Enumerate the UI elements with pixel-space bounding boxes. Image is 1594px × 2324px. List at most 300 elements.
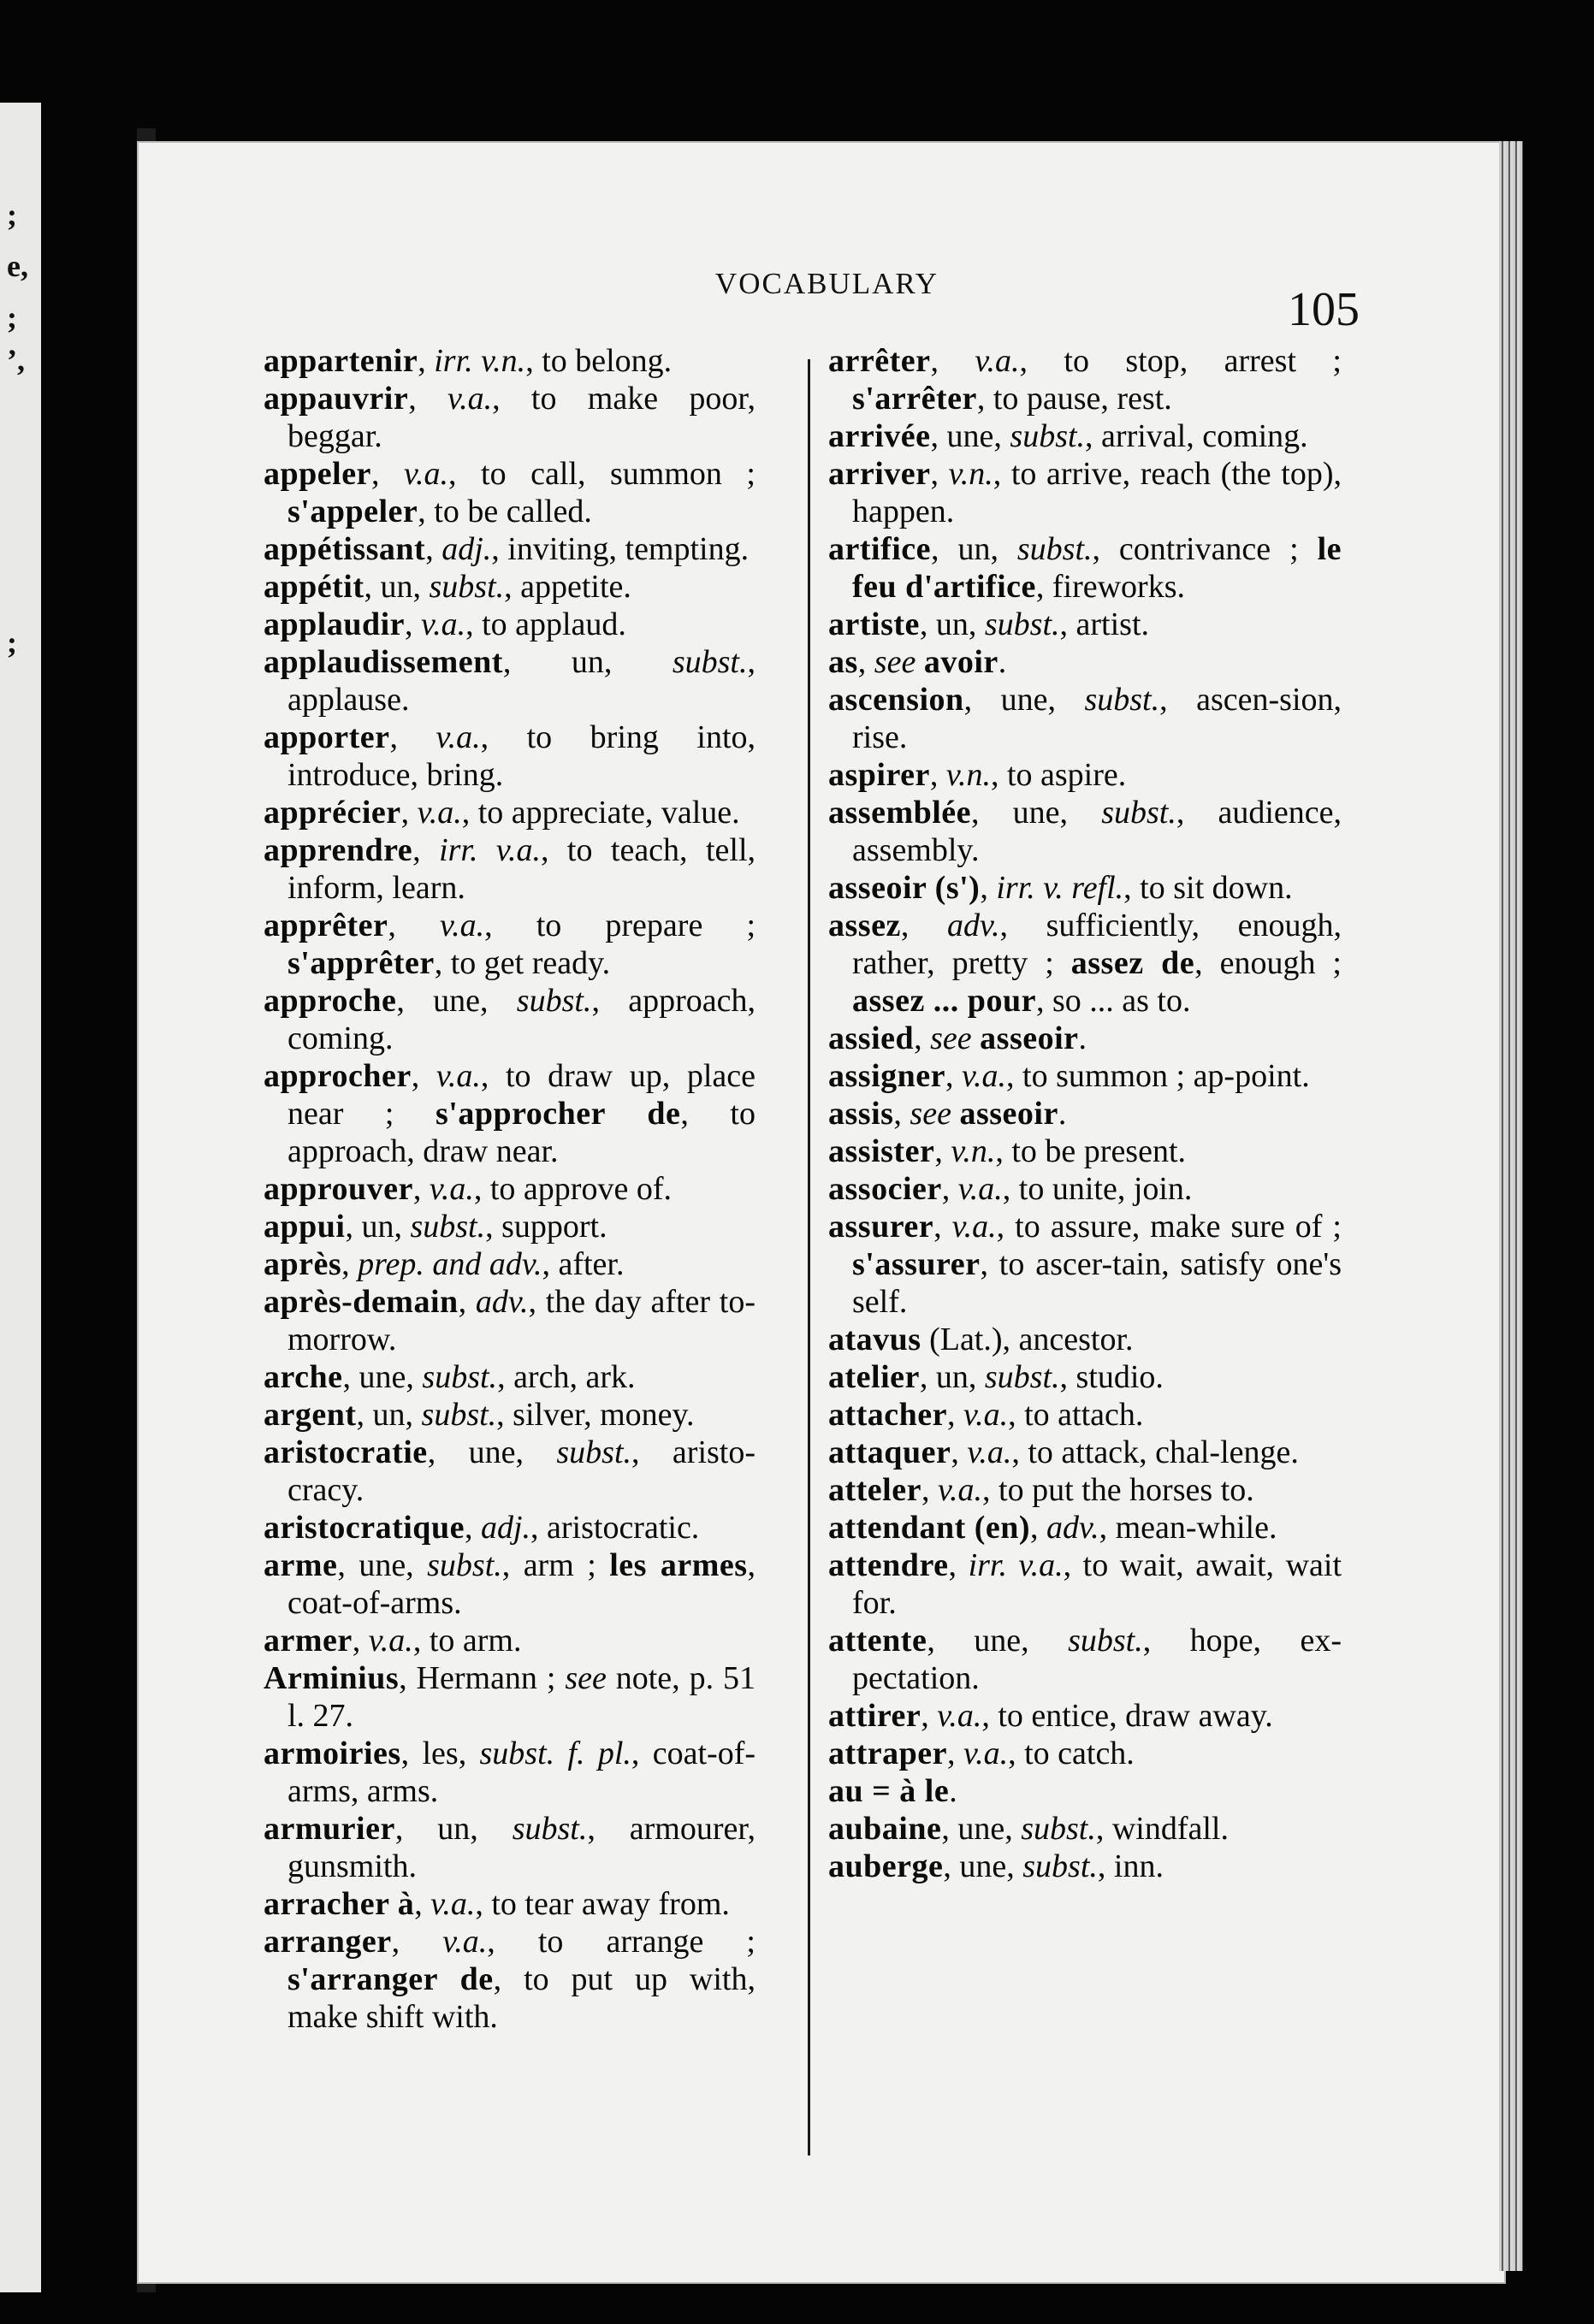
definition-text: , to call, summon ; bbox=[448, 456, 756, 492]
definition-text: , bbox=[405, 606, 422, 642]
definition-text: , to tear away from. bbox=[475, 1886, 730, 1922]
definition-text: , to put the horses to. bbox=[982, 1472, 1254, 1508]
definition-text: , bbox=[914, 1020, 931, 1056]
definition-text: , bbox=[893, 1096, 910, 1132]
vocabulary-entry bbox=[264, 1170, 756, 1208]
grammar-label: adv. bbox=[1046, 1510, 1099, 1546]
left-column bbox=[264, 342, 756, 2036]
grammar-label: v.a. bbox=[447, 381, 493, 417]
definition-text: , approach, coming. bbox=[287, 983, 756, 1056]
vocabulary-entry bbox=[264, 1509, 756, 1546]
grammar-label: subst. bbox=[1010, 418, 1086, 454]
definition-text: (Lat.), ancestor. bbox=[921, 1322, 1134, 1357]
headword: arrivée bbox=[828, 418, 931, 454]
headword: arrêter bbox=[828, 343, 931, 379]
headword: approuver bbox=[264, 1171, 413, 1207]
definition-text: , bbox=[412, 1171, 430, 1207]
grammar-label: v.a. bbox=[937, 1698, 982, 1734]
headword: ascension bbox=[828, 682, 964, 718]
headword: apporter bbox=[264, 719, 390, 755]
vocabulary-entry bbox=[264, 1245, 756, 1283]
headword: asseoir bbox=[959, 1096, 1058, 1132]
grammar-label: see bbox=[565, 1660, 607, 1696]
definition-text: , bbox=[408, 381, 448, 417]
definition-text: , bbox=[400, 795, 418, 831]
grammar-label: subst. bbox=[512, 1811, 588, 1847]
definition-text: , bbox=[930, 456, 949, 492]
definition-text: , to appreciate, value. bbox=[461, 795, 740, 831]
definition-text: , appetite. bbox=[504, 569, 631, 605]
headword: asseoir (s') bbox=[828, 870, 981, 906]
vocabulary-entry bbox=[264, 606, 756, 643]
headword: s'assurer bbox=[852, 1246, 981, 1282]
headword: le feu d'artifice bbox=[852, 531, 1342, 605]
definition-text: , after. bbox=[542, 1246, 625, 1282]
headword: atavus bbox=[828, 1322, 921, 1357]
margin-mark: ’, bbox=[7, 343, 25, 377]
vocabulary-entry bbox=[264, 455, 756, 530]
definition-text: , un, bbox=[345, 1209, 411, 1245]
headword: apprendre bbox=[264, 832, 413, 868]
vocabulary-entry bbox=[264, 643, 756, 718]
headword: aristocratie bbox=[264, 1434, 428, 1470]
definition-text: , ascen-sion, rise. bbox=[852, 682, 1342, 755]
definition-text: , to attack, chal-lenge. bbox=[1011, 1434, 1299, 1470]
definition-text: , arch, ark. bbox=[497, 1359, 636, 1395]
vocabulary-entry bbox=[828, 1471, 1342, 1509]
definition-text: , to get ready. bbox=[434, 945, 611, 981]
headword: aspirer bbox=[828, 757, 930, 793]
headword: les armes bbox=[609, 1547, 748, 1583]
grammar-label: subst. bbox=[1021, 1811, 1096, 1847]
vocabulary-entry bbox=[264, 380, 756, 455]
grammar-label: adj. bbox=[441, 531, 492, 567]
definition-text: , les, bbox=[400, 1736, 480, 1771]
headword: s'arrêter bbox=[852, 381, 977, 417]
definition-text: , arm ; bbox=[501, 1547, 610, 1583]
vocabulary-entry bbox=[828, 1697, 1342, 1735]
definition-text: . bbox=[998, 644, 1007, 680]
headword: attaquer bbox=[828, 1434, 951, 1470]
vocabulary-entry bbox=[828, 1772, 1342, 1810]
grammar-label: v.a. bbox=[962, 1058, 1007, 1094]
grammar-label: subst. bbox=[1016, 531, 1093, 567]
headword: s'arranger de bbox=[287, 1961, 494, 1997]
vocabulary-entry bbox=[264, 1923, 756, 2036]
definition-text: , silver, money. bbox=[496, 1397, 695, 1433]
vocabulary-entry bbox=[264, 1885, 756, 1923]
definition-text: , bbox=[458, 1284, 476, 1320]
headword: appétissant bbox=[264, 531, 426, 567]
definition-text: , to be called. bbox=[418, 494, 592, 529]
definition-text: , to attach. bbox=[1008, 1397, 1144, 1433]
vocabulary-entry bbox=[828, 681, 1342, 756]
definition-text bbox=[972, 1020, 981, 1056]
headword: assez bbox=[828, 908, 901, 943]
grammar-label: see bbox=[930, 1020, 972, 1056]
grammar-label: v.a. bbox=[975, 343, 1020, 379]
vocabulary-entry bbox=[264, 1546, 756, 1622]
grammar-label: v.a. bbox=[430, 1886, 476, 1922]
definition-text: , bbox=[947, 1736, 964, 1771]
definition-text: , armourer, gunsmith. bbox=[287, 1811, 756, 1884]
definition-text: , une, bbox=[396, 983, 517, 1019]
definition-text: note, p. 51 l. 27. bbox=[287, 1660, 756, 1734]
headword: après bbox=[264, 1246, 342, 1282]
definition-text: , bbox=[951, 1434, 968, 1470]
definition-text: , fireworks. bbox=[1035, 569, 1185, 605]
headword: armoiries bbox=[264, 1736, 401, 1771]
vocabulary-entry bbox=[264, 530, 756, 568]
vocabulary-entry bbox=[828, 530, 1342, 606]
headword: attirer bbox=[828, 1698, 921, 1734]
definition-text: , to stop, arrest ; bbox=[1019, 343, 1342, 379]
grammar-label: v.a. bbox=[957, 1171, 1003, 1207]
definition-text: , un, bbox=[394, 1811, 513, 1847]
definition-text: , to teach, tell, inform, learn. bbox=[287, 832, 756, 906]
definition-text: , un, bbox=[364, 569, 430, 605]
vocabulary-entry bbox=[828, 869, 1342, 907]
grammar-label: subst. bbox=[984, 606, 1060, 642]
definition-text: , bbox=[934, 1133, 951, 1169]
definition-text: , un, bbox=[502, 644, 673, 680]
grammar-label: v.a. bbox=[421, 606, 466, 642]
headword: s'apprêter bbox=[287, 945, 435, 981]
definition-text: , enough ; bbox=[1194, 945, 1342, 981]
headword: attendre bbox=[828, 1547, 949, 1583]
headword: Arminius bbox=[264, 1660, 400, 1696]
vocabulary-entry bbox=[828, 1321, 1342, 1358]
headword: attacher bbox=[828, 1397, 948, 1433]
definition-text: , the day after to-morrow. bbox=[287, 1284, 756, 1357]
definition-text: , support. bbox=[485, 1209, 607, 1245]
definition-text: , coat-of-arms, arms. bbox=[287, 1736, 756, 1809]
definition-text: , to belong. bbox=[525, 343, 673, 379]
definition-text: , to arrive, reach (the top), happen. bbox=[852, 456, 1342, 529]
grammar-label: irr. v.n. bbox=[434, 343, 526, 379]
grammar-label: v.a. bbox=[436, 719, 481, 755]
definition-text: , to aspire. bbox=[990, 757, 1127, 793]
margin-mark: ; bbox=[7, 198, 17, 232]
grammar-label: subst. bbox=[1084, 682, 1160, 718]
vocabulary-entry bbox=[264, 1434, 756, 1509]
headword: artifice bbox=[828, 531, 932, 567]
definition-text: , so ... as to. bbox=[1035, 983, 1191, 1019]
headword: s'approcher de bbox=[436, 1096, 681, 1132]
grammar-label: subst. bbox=[422, 1359, 498, 1395]
headword: arranger bbox=[264, 1924, 392, 1960]
grammar-label: v.a. bbox=[963, 1736, 1009, 1771]
vocabulary-entry bbox=[264, 1208, 756, 1245]
headword: associer bbox=[828, 1171, 942, 1207]
grammar-label: prep. and adv. bbox=[358, 1246, 542, 1282]
headword: approcher bbox=[264, 1058, 412, 1094]
vocabulary-entry bbox=[264, 1358, 756, 1396]
headword: arme bbox=[264, 1547, 338, 1583]
vocabulary-entry bbox=[828, 1208, 1342, 1321]
definition-text: , coat-of-arms. bbox=[287, 1547, 756, 1621]
definition-text: , une, bbox=[427, 1434, 557, 1470]
definition-text: , mean-while. bbox=[1099, 1510, 1277, 1546]
definition-text: , bbox=[464, 1510, 481, 1546]
headword: aubaine bbox=[828, 1811, 942, 1847]
vocabulary-entry bbox=[264, 794, 756, 831]
definition-text: , bbox=[341, 1246, 359, 1282]
vocabulary-entry bbox=[264, 718, 756, 794]
definition-text: , un, bbox=[931, 531, 1017, 567]
headword: appartenir bbox=[264, 343, 418, 379]
grammar-label: adv. bbox=[475, 1284, 529, 1320]
vocabulary-entry bbox=[828, 1020, 1342, 1057]
headword: appauvrir bbox=[264, 381, 409, 417]
definition-text: , to be present. bbox=[995, 1133, 1187, 1169]
definition-text: , sufficiently, enough, rather, pretty ; bbox=[852, 908, 1342, 981]
definition-text: , bbox=[391, 1924, 443, 1960]
definition-text: , bbox=[948, 1547, 969, 1583]
headword: assied bbox=[828, 1020, 915, 1056]
definition-text: , bbox=[352, 1623, 369, 1659]
grammar-label: adj. bbox=[480, 1510, 531, 1546]
grammar-label: v.a. bbox=[951, 1209, 997, 1245]
vocabulary-entry bbox=[828, 1810, 1342, 1848]
definition-text: , to assure, make sure of ; bbox=[996, 1209, 1342, 1245]
grammar-label: v.a. bbox=[436, 1058, 481, 1094]
definition-text: , bbox=[388, 908, 441, 943]
definition-text: , bbox=[425, 531, 442, 567]
definition-text: , audience, assembly. bbox=[852, 795, 1342, 868]
definition-text: , Hermann ; bbox=[399, 1660, 566, 1696]
definition-text: , bbox=[1030, 1510, 1047, 1546]
headword: applaudir bbox=[264, 606, 406, 642]
vocabulary-entry bbox=[828, 1735, 1342, 1772]
vocabulary-entry bbox=[828, 342, 1342, 417]
headword: atelier bbox=[828, 1359, 920, 1395]
headword: assis bbox=[828, 1096, 894, 1132]
definition-text: , bbox=[900, 908, 947, 943]
grammar-label: subst. bbox=[672, 644, 748, 680]
headword: auberge bbox=[828, 1848, 944, 1884]
definition-text: , une, bbox=[943, 1848, 1023, 1884]
grammar-label: see bbox=[874, 644, 916, 680]
headword: s'appeler bbox=[287, 494, 418, 529]
definition-text: , bbox=[941, 1171, 958, 1207]
grammar-label: subst. bbox=[410, 1209, 486, 1245]
grammar-label: v.a. bbox=[429, 1171, 474, 1207]
definition-text: , to put up with, make shift with. bbox=[287, 1961, 756, 2035]
headword: arracher à bbox=[264, 1886, 415, 1922]
vocabulary-entry bbox=[264, 1057, 756, 1170]
margin-mark: e, bbox=[7, 249, 28, 283]
grammar-label: v.a. bbox=[368, 1623, 413, 1659]
definition-text: , windfall. bbox=[1095, 1811, 1229, 1847]
vocabulary-entry bbox=[828, 1170, 1342, 1208]
definition-text: , hope, ex-pectation. bbox=[852, 1623, 1342, 1696]
definition-text: , bbox=[414, 1886, 431, 1922]
definition-text: . bbox=[1078, 1020, 1087, 1056]
grammar-label: subst. bbox=[429, 569, 505, 605]
definition-text: , bbox=[933, 1209, 952, 1245]
definition-text: , to bring into, introduce, bring. bbox=[287, 719, 756, 793]
headword: armurier bbox=[264, 1811, 395, 1847]
headword: arriver bbox=[828, 456, 931, 492]
headword: appui bbox=[264, 1209, 346, 1245]
vocabulary-entry bbox=[828, 1546, 1342, 1622]
vocabulary-entry bbox=[828, 794, 1342, 869]
grammar-label: v.n. bbox=[948, 456, 993, 492]
grammar-label: subst. bbox=[516, 983, 592, 1019]
headword: attraper bbox=[828, 1736, 948, 1771]
definition-text: , studio. bbox=[1059, 1359, 1164, 1395]
definition-text: , bbox=[980, 870, 997, 906]
headword: assez ... pour bbox=[852, 983, 1036, 1019]
headword: avoir bbox=[923, 644, 998, 680]
headword: attendant (en) bbox=[828, 1510, 1031, 1546]
headword: au = à le bbox=[828, 1773, 950, 1809]
headword: artiste bbox=[828, 606, 920, 642]
definition-text: , to approach, draw near. bbox=[287, 1096, 756, 1169]
definition-text: , une, bbox=[941, 1811, 1022, 1847]
headword: argent bbox=[264, 1397, 357, 1433]
definition-text: , bbox=[418, 343, 435, 379]
definition-text: , bbox=[921, 1698, 938, 1734]
vocabulary-entry bbox=[828, 1358, 1342, 1396]
vocabulary-entry bbox=[264, 1810, 756, 1885]
definition-text: , un, bbox=[919, 606, 985, 642]
headword: assister bbox=[828, 1133, 935, 1169]
headword: assemblée bbox=[828, 795, 972, 831]
right-column bbox=[828, 342, 1342, 1885]
definition-text: , une, bbox=[971, 795, 1102, 831]
grammar-label: v.a. bbox=[967, 1434, 1012, 1470]
headword: as bbox=[828, 644, 858, 680]
grammar-label: subst. bbox=[421, 1397, 497, 1433]
vocabulary-entry bbox=[264, 568, 756, 606]
headword: approche bbox=[264, 983, 397, 1019]
grammar-label: v.a. bbox=[440, 908, 485, 943]
headword: attente bbox=[828, 1623, 927, 1659]
grammar-label: subst. f. pl. bbox=[479, 1736, 631, 1771]
definition-text: , to arrange ; bbox=[487, 1924, 756, 1960]
definition-text: , contrivance ; bbox=[1092, 531, 1318, 567]
grammar-label: subst. bbox=[1101, 795, 1176, 831]
grammar-label: subst. bbox=[1022, 1848, 1098, 1884]
vocabulary-entry bbox=[264, 907, 756, 982]
grammar-label: adv. bbox=[946, 908, 1000, 943]
facing-page-edge bbox=[0, 103, 41, 2292]
vocabulary-entry bbox=[828, 756, 1342, 794]
definition-text: , to summon ; ap-point. bbox=[1006, 1058, 1310, 1094]
headword: assigner bbox=[828, 1058, 945, 1094]
definition-text: , bbox=[389, 719, 436, 755]
definition-text: , to draw up, place near ; bbox=[287, 1058, 756, 1132]
vocabulary-entry bbox=[828, 417, 1342, 455]
vocabulary-entry bbox=[828, 1057, 1342, 1095]
grammar-label: v.a. bbox=[963, 1397, 1009, 1433]
definition-text: , to sit down. bbox=[1123, 870, 1293, 906]
definition-text: . bbox=[1058, 1096, 1067, 1132]
vocabulary-entry bbox=[264, 1735, 756, 1810]
definition-text: . bbox=[949, 1773, 957, 1809]
headword: appeler bbox=[264, 456, 371, 492]
headword: atteler bbox=[828, 1472, 921, 1508]
margin-mark: ; bbox=[7, 625, 17, 659]
definition-text: , une, bbox=[927, 1623, 1069, 1659]
headword: aristocratique bbox=[264, 1510, 465, 1546]
grammar-label: subst. bbox=[1068, 1623, 1143, 1659]
vocabulary-entry bbox=[828, 1622, 1342, 1697]
definition-text: , bbox=[921, 1472, 938, 1508]
grammar-label: irr. v. refl. bbox=[996, 870, 1124, 906]
definition-text: , bbox=[411, 1058, 436, 1094]
vocabulary-entry bbox=[828, 455, 1342, 530]
definition-text: , aristocratic. bbox=[530, 1510, 700, 1546]
vocabulary-entry bbox=[828, 907, 1342, 1020]
headword: arche bbox=[264, 1359, 343, 1395]
headword: armer bbox=[264, 1623, 353, 1659]
grammar-label: irr. v.a. bbox=[968, 1547, 1064, 1583]
grammar-label: v.n. bbox=[951, 1133, 996, 1169]
vocabulary-entry bbox=[264, 1396, 756, 1434]
grammar-label: see bbox=[910, 1096, 951, 1132]
definition-text: , bbox=[370, 456, 404, 492]
definition-text: , une, bbox=[963, 682, 1085, 718]
definition-text: , bbox=[929, 757, 946, 793]
headword: après-demain bbox=[264, 1284, 459, 1320]
vocabulary-entry bbox=[264, 342, 756, 380]
vocabulary-entry bbox=[264, 831, 756, 907]
vocabulary-entry bbox=[828, 606, 1342, 643]
vocabulary-entry bbox=[828, 1509, 1342, 1546]
vocabulary-entry bbox=[264, 1622, 756, 1659]
headword: apprêter bbox=[264, 908, 388, 943]
grammar-label: v.a. bbox=[937, 1472, 983, 1508]
vocabulary-entry bbox=[828, 1848, 1342, 1885]
page-number: 105 bbox=[1288, 283, 1360, 336]
definition-text: , to make poor, beggar. bbox=[287, 381, 756, 454]
grammar-label: subst. bbox=[427, 1547, 502, 1583]
margin-mark: ; bbox=[7, 300, 17, 334]
column-divider bbox=[808, 359, 810, 2155]
vocabulary-entry bbox=[264, 982, 756, 1057]
vocabulary-entry bbox=[828, 1396, 1342, 1434]
headword: assez de bbox=[1070, 945, 1195, 981]
definition-text: , to prepare ; bbox=[484, 908, 756, 943]
vocabulary-entry bbox=[264, 1283, 756, 1358]
definition-text: , to catch. bbox=[1008, 1736, 1135, 1771]
definition-text: , bbox=[947, 1397, 964, 1433]
headword: asseoir bbox=[980, 1020, 1079, 1056]
definition-text: , bbox=[930, 343, 975, 379]
definition-text: , to approve of. bbox=[473, 1171, 672, 1207]
definition-text: , inn. bbox=[1097, 1848, 1164, 1884]
definition-text: , to entice, draw away. bbox=[981, 1698, 1273, 1734]
definition-text: , une, bbox=[337, 1547, 428, 1583]
definition-text: , to wait, await, wait for. bbox=[852, 1547, 1342, 1621]
definition-text: , applause. bbox=[287, 644, 756, 718]
definition-text: , bbox=[412, 832, 440, 868]
definition-text: , to applaud. bbox=[465, 606, 626, 642]
vocabulary-entry bbox=[828, 1434, 1342, 1471]
definition-text: , un, bbox=[356, 1397, 422, 1433]
headword: appétit bbox=[264, 569, 364, 605]
grammar-label: subst. bbox=[984, 1359, 1060, 1395]
vocabulary-entry bbox=[828, 1132, 1342, 1170]
grammar-label: v.a. bbox=[403, 456, 449, 492]
grammar-label: v.a. bbox=[442, 1924, 488, 1960]
definition-text: , arrival, coming. bbox=[1085, 418, 1308, 454]
definition-text: , to unite, join. bbox=[1002, 1171, 1193, 1207]
headword: assurer bbox=[828, 1209, 934, 1245]
